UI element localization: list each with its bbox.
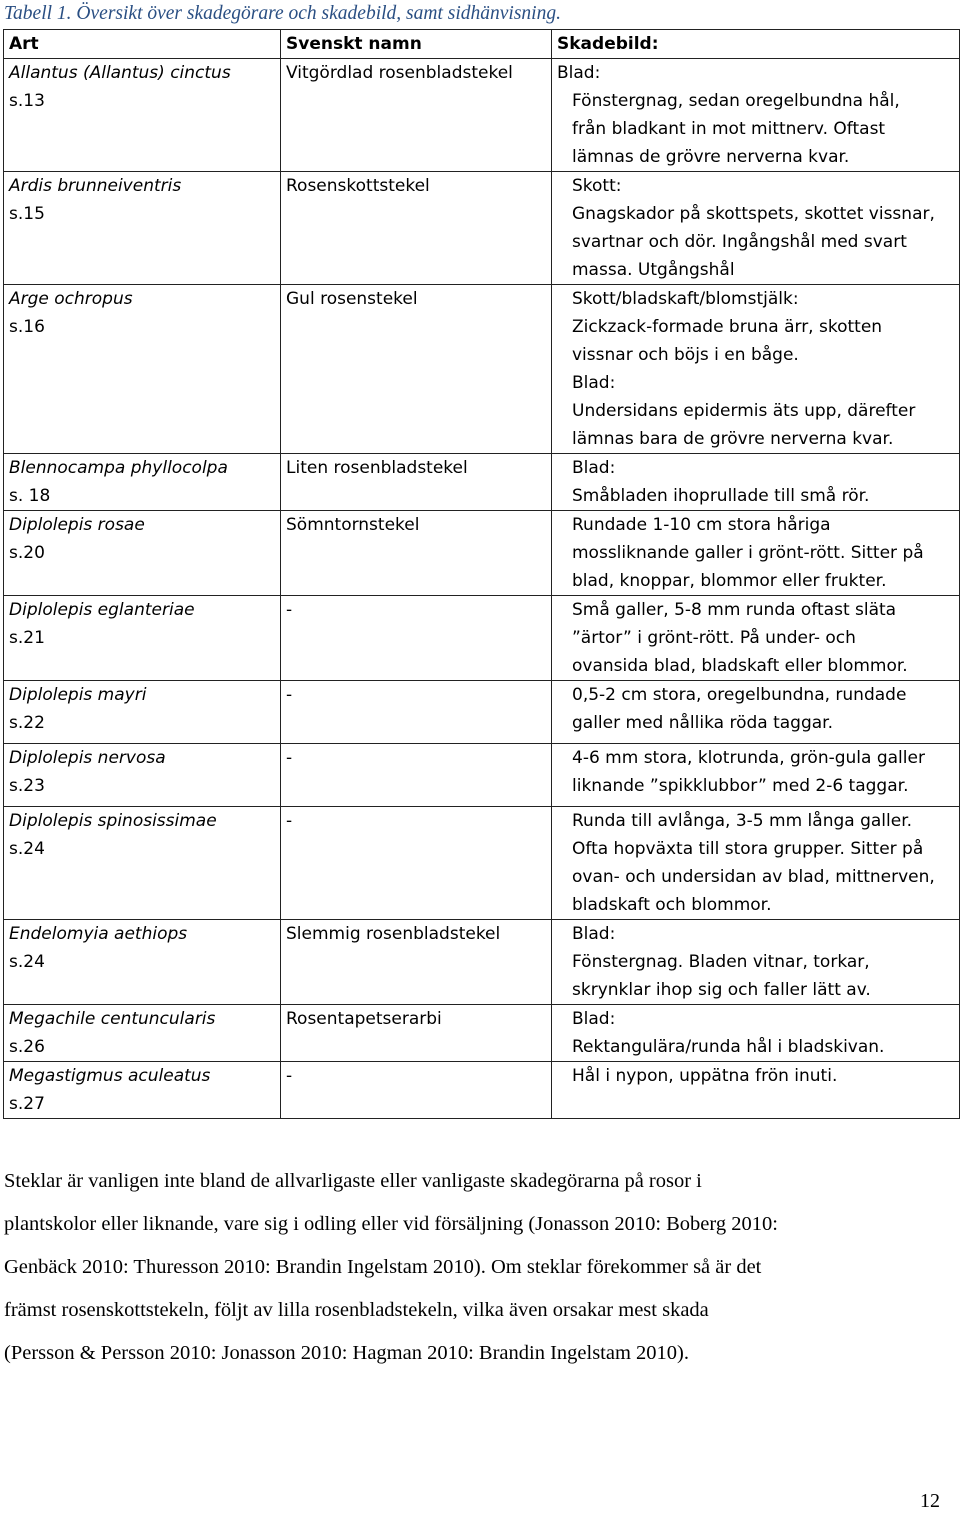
paragraph-line: plantskolor eller liknande, vare sig i odling eller vid försäljning (Jonasson 2010: Boberg 2010: xyxy=(4,1213,778,1235)
header-skadebild: Skadebild: xyxy=(552,30,960,59)
species-latin-name: Diplolepis eglanteriae xyxy=(9,600,195,620)
paragraph-line: (Persson & Persson 2010: Jonasson 2010: Hagman 2010: Brandin Ingelstam 2010). xyxy=(4,1342,689,1364)
swedish-name: Gul rosenstekel xyxy=(286,289,418,309)
damage-line: Zickzack-formade bruna ärr, skotten xyxy=(572,317,883,337)
damage-line: skrynklar ihop sig och faller lätt av. xyxy=(572,980,871,1000)
species-latin-name: Ardis brunneiventris xyxy=(9,176,182,196)
damage-cell xyxy=(552,596,960,681)
swedish-name-cell xyxy=(281,511,552,596)
swedish-name-cell xyxy=(281,681,552,744)
swedish-name-cell xyxy=(281,1005,552,1062)
table-row xyxy=(4,454,960,511)
damage-line: lämnas bara de grövre nerverna kvar. xyxy=(572,429,894,449)
damage-line: mossliknande galler i grönt-rött. Sitter på xyxy=(572,543,924,563)
damage-line: Undersidans epidermis äts upp, därefter xyxy=(572,401,916,421)
species-latin-name: Megastigmus aculeatus xyxy=(9,1066,211,1086)
damage-line: Småbladen ihoprullade till små rör. xyxy=(572,486,870,506)
species-cell xyxy=(4,744,281,807)
species-cell xyxy=(4,920,281,1005)
swedish-name-cell xyxy=(281,172,552,285)
page-reference: s.21 xyxy=(9,628,45,648)
damage-line: blad, knoppar, blommor eller frukter. xyxy=(572,571,887,591)
species-latin-name: Diplolepis nervosa xyxy=(9,748,166,768)
species-latin-name: Arge ochropus xyxy=(9,289,133,309)
swedish-name: Sömntornstekel xyxy=(286,515,420,535)
species-latin-name: Diplolepis mayri xyxy=(9,685,147,705)
damage-line: Gnagskador på skottspets, skottet vissnar, xyxy=(572,204,935,224)
page-reference: s.23 xyxy=(9,776,45,796)
damage-line: bladskaft och blommor. xyxy=(572,895,772,915)
damage-line: lämnas de grövre nerverna kvar. xyxy=(572,147,850,167)
header-svenskt-namn: Svenskt namn xyxy=(281,30,552,59)
damage-line: Rektangulära/runda hål i bladskivan. xyxy=(572,1037,885,1057)
swedish-name: Slemmig rosenbladstekel xyxy=(286,924,501,944)
damage-line: galler med nållika röda taggar. xyxy=(572,713,833,733)
damage-line: Fönstergnag. Bladen vitnar, torkar, xyxy=(572,952,870,972)
damage-cell xyxy=(552,511,960,596)
swedish-name-cell xyxy=(281,744,552,807)
species-latin-name: Allantus (Allantus) cinctus xyxy=(9,63,231,83)
table-row xyxy=(4,596,960,681)
damage-line: Runda till avlånga, 3-5 mm långa galler. xyxy=(572,811,913,831)
page-reference: s.15 xyxy=(9,204,45,224)
swedish-name: Vitgördlad rosenbladstekel xyxy=(286,63,513,83)
swedish-name: - xyxy=(286,1066,293,1086)
species-cell xyxy=(4,511,281,596)
damage-cell xyxy=(552,744,960,807)
page-number: 12 xyxy=(920,1490,940,1512)
species-latin-name: Blennocampa phyllocolpa xyxy=(9,458,228,478)
header-art: Art xyxy=(4,30,281,59)
damage-cell xyxy=(552,1005,960,1062)
body-paragraph xyxy=(4,1160,954,1375)
paragraph-line: främst rosenskottstekeln, följt av lilla rosenbladstekeln, vilka även orsakar mest skada xyxy=(4,1299,709,1321)
swedish-name: - xyxy=(286,685,293,705)
damage-cell xyxy=(552,681,960,744)
page-reference: s.24 xyxy=(9,839,45,859)
table-header-row xyxy=(4,30,960,59)
damage-line: ”ärtor” i grönt-rött. På under- och xyxy=(572,628,856,648)
damage-line: liknande ”spikklubbor” med 2-6 taggar. xyxy=(572,776,909,796)
paragraph-line: Steklar är vanligen inte bland de allvarligaste eller vanligaste skadegörarna på rosor i xyxy=(4,1170,702,1192)
table-row xyxy=(4,172,960,285)
swedish-name-cell xyxy=(281,596,552,681)
species-cell xyxy=(4,1005,281,1062)
species-latin-name: Diplolepis spinosissimae xyxy=(9,811,217,831)
damage-line: ovansida blad, bladskaft eller blommor. xyxy=(572,656,908,676)
page-reference: s.16 xyxy=(9,317,45,337)
damage-line: Skott/bladskaft/blomstjälk: xyxy=(572,289,799,309)
species-cell xyxy=(4,454,281,511)
species-cell xyxy=(4,1062,281,1119)
table-row xyxy=(4,1005,960,1062)
damage-line: Blad: xyxy=(572,924,616,944)
damage-line: 0,5-2 cm stora, oregelbundna, rundade xyxy=(572,685,907,705)
damage-line: Blad: xyxy=(557,63,601,83)
table-row xyxy=(4,511,960,596)
damage-line: från bladkant in mot mittnerv. Oftast xyxy=(572,119,886,139)
damage-line: massa. Utgångshål xyxy=(572,260,735,280)
damage-cell xyxy=(552,285,960,454)
table-row xyxy=(4,744,960,807)
swedish-name: - xyxy=(286,600,293,620)
species-cell xyxy=(4,596,281,681)
species-latin-name: Endelomyia aethiops xyxy=(9,924,188,944)
swedish-name-cell xyxy=(281,807,552,920)
swedish-name: Rosentapetserarbi xyxy=(286,1009,442,1029)
species-cell xyxy=(4,807,281,920)
pest-table xyxy=(3,29,960,1119)
swedish-name: - xyxy=(286,748,293,768)
damage-cell xyxy=(552,59,960,172)
species-latin-name: Diplolepis rosae xyxy=(9,515,145,535)
damage-line: Blad: xyxy=(572,373,616,393)
table-row xyxy=(4,920,960,1005)
damage-line: Blad: xyxy=(572,458,616,478)
damage-line: 4-6 mm stora, klotrunda, grön-gula galler xyxy=(572,748,925,768)
paragraph-line: Genbäck 2010: Thuresson 2010: Brandin Ingelstam 2010). Om steklar förekommer så är det xyxy=(4,1256,762,1278)
damage-cell xyxy=(552,807,960,920)
swedish-name: - xyxy=(286,811,293,831)
swedish-name-cell xyxy=(281,454,552,511)
species-cell xyxy=(4,172,281,285)
damage-cell xyxy=(552,172,960,285)
damage-line: Blad: xyxy=(572,1009,616,1029)
swedish-name-cell xyxy=(281,59,552,172)
damage-cell xyxy=(552,454,960,511)
page-reference: s.27 xyxy=(9,1094,45,1114)
table-row xyxy=(4,681,960,744)
swedish-name: Liten rosenbladstekel xyxy=(286,458,468,478)
swedish-name-cell xyxy=(281,285,552,454)
page-reference: s.13 xyxy=(9,91,45,111)
damage-line: Hål i nypon, uppätna frön inuti. xyxy=(572,1066,838,1086)
damage-line: svartnar och dör. Ingångshål med svart xyxy=(572,232,907,252)
table-row xyxy=(4,1062,960,1119)
damage-line: Rundade 1-10 cm stora håriga xyxy=(572,515,831,535)
page-reference: s. 18 xyxy=(9,486,51,506)
species-latin-name: Megachile centuncularis xyxy=(9,1009,216,1029)
table-row xyxy=(4,285,960,454)
damage-line: Ofta hopväxta till stora grupper. Sitter på xyxy=(572,839,924,859)
species-cell xyxy=(4,681,281,744)
damage-line: ovan- och undersidan av blad, mittnerven, xyxy=(572,867,935,887)
damage-line: vissnar och böjs i en båge. xyxy=(572,345,799,365)
damage-cell xyxy=(552,920,960,1005)
page-reference: s.22 xyxy=(9,713,45,733)
table-row xyxy=(4,807,960,920)
damage-line: Små galler, 5-8 mm runda oftast släta xyxy=(572,600,897,620)
swedish-name-cell xyxy=(281,920,552,1005)
page-reference: s.26 xyxy=(9,1037,45,1057)
species-cell xyxy=(4,59,281,172)
page-reference: s.20 xyxy=(9,543,45,563)
swedish-name-cell xyxy=(281,1062,552,1119)
swedish-name: Rosenskottstekel xyxy=(286,176,430,196)
damage-line: Skott: xyxy=(572,176,622,196)
table-caption: Tabell 1. Översikt över skadegörare och skadebild, samt sidhänvisning. xyxy=(4,3,561,24)
page-reference: s.24 xyxy=(9,952,45,972)
species-cell xyxy=(4,285,281,454)
damage-cell xyxy=(552,1062,960,1119)
damage-line: Fönstergnag, sedan oregelbundna hål, xyxy=(572,91,900,111)
table-row xyxy=(4,59,960,172)
